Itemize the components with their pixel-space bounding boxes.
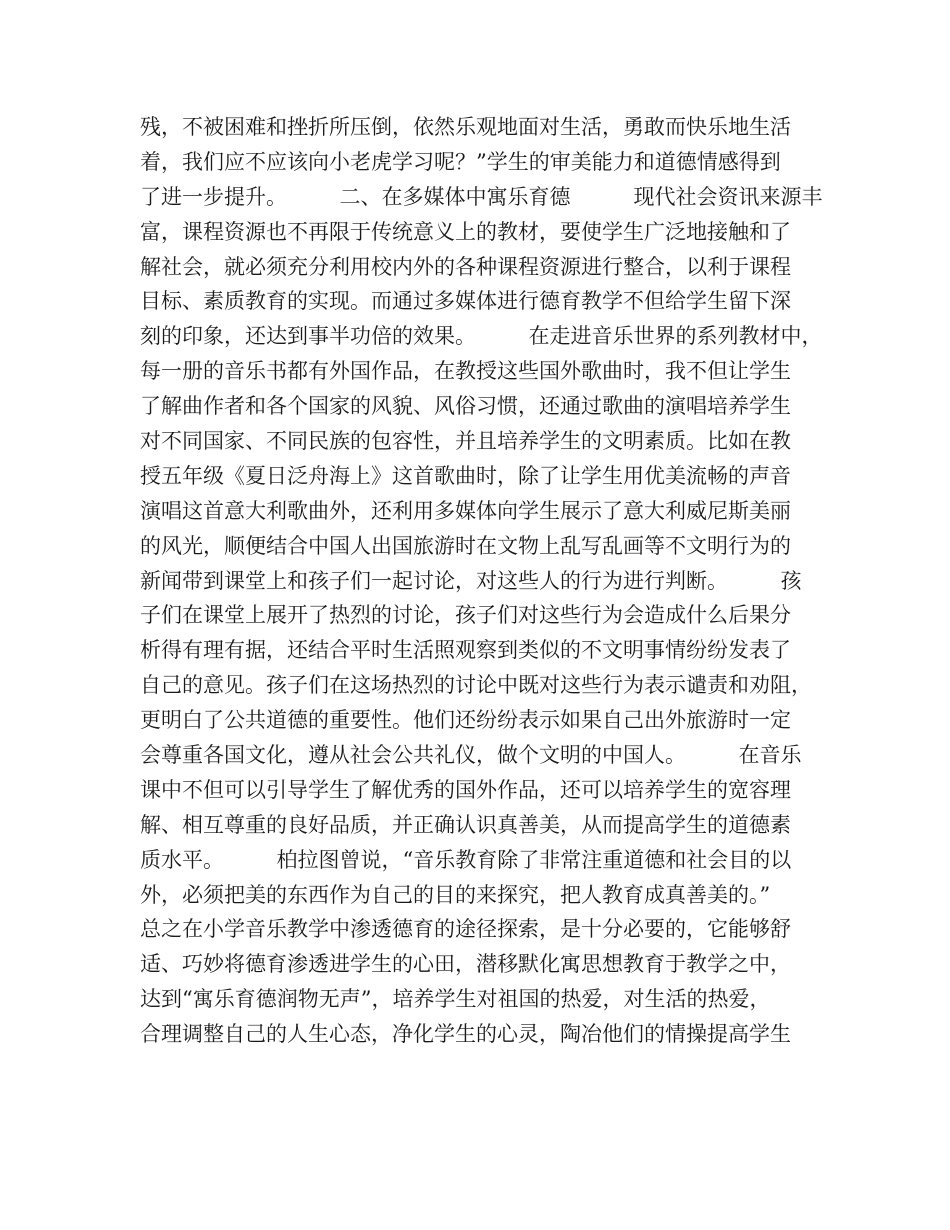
text-line: 着，我们应不应该向小老虎学习呢？”学生的审美能力和道德情感得到 bbox=[140, 149, 781, 174]
text-line: 子们在课堂上展开了热烈的讨论，孩子们对这些行为会造成什么后果分 bbox=[140, 603, 791, 628]
text-line: 演唱这首意大利歌曲外，还利用多媒体向学生展示了意大利威尼斯美丽 bbox=[140, 498, 791, 523]
text-line: 自己的意见。孩子们在这场热烈的讨论中既对这些行为表示谴责和劝阻， bbox=[140, 673, 812, 698]
text-line: 课中不但可以引导学生了解优秀的国外作品，还可以培养学生的宽容理 bbox=[140, 777, 791, 802]
text-line: 析得有理有据，还结合平时生活照观察到类似的不文明事情纷纷发表了 bbox=[140, 638, 791, 663]
text-line: 适、巧妙将德育渗透进学生的心田，潜移默化寓思想教育于教学之中， bbox=[140, 952, 791, 977]
text-line: 残，不被困难和挫折所压倒，依然乐观地面对生活，勇敢而快乐地生活 bbox=[140, 115, 791, 139]
text-line: 外，必须把美的东西作为自己的目的来探究，把人教育成真善美的。” bbox=[140, 882, 771, 907]
text-line: 了解曲作者和各个国家的风貌、风俗习惯，还通过歌曲的演唱培养学生 bbox=[140, 394, 791, 419]
text-line: 合理调整自己的人生心态，净化学生的心灵，陶冶他们的情操提高学生 bbox=[140, 1022, 791, 1047]
body-text bbox=[140, 110, 830, 1052]
text-line: 了进一步提升。 二、在多媒体中寓乐育德 现代社会资讯来源丰 bbox=[140, 184, 823, 209]
text-line: 解、相互尊重的良好品质，并正确认识真善美，从而提高学生的道德素 bbox=[140, 812, 791, 837]
text-line: 解社会，就必须充分利用校内外的各种课程资源进行整合，以利于课程 bbox=[140, 254, 791, 279]
text-line: 目标、素质教育的实现。而通过多媒体进行德育教学不但给学生留下深 bbox=[140, 289, 791, 314]
text-line: 更明白了公共道德的重要性。他们还纷纷表示如果自己出外旅游时一定 bbox=[140, 708, 791, 733]
text-line: 质水平。 柏拉图曾说，“音乐教育除了非常注重道德和社会目的以 bbox=[140, 847, 792, 872]
text-line: 总之在小学音乐教学中渗透德育的途径探索，是十分必要的，它能够舒 bbox=[140, 917, 791, 942]
text-line: 授五年级《夏日泛舟海上》这首歌曲时，除了让学生用优美流畅的声音 bbox=[140, 463, 791, 488]
text-line: 新闻带到课堂上和孩子们一起讨论，对这些人的行为进行判断。 孩 bbox=[140, 568, 802, 593]
text-line: 的风光，顺便结合中国人出国旅游时在文物上乱写乱画等不文明行为的 bbox=[140, 533, 791, 558]
text-line: 会尊重各国文化，遵从社会公共礼仪，做个文明的中国人。 在音乐 bbox=[140, 743, 802, 768]
text-line: 对不同国家、不同民族的包容性，并且培养学生的文明素质。比如在教 bbox=[140, 429, 791, 454]
text-line: 刻的印象，还达到事半功倍的效果。 在走进音乐世界的系列教材中， bbox=[140, 324, 823, 349]
text-line: 达到“寓乐育德润物无声”，培养学生对祖国的热爱，对生活的热爱， bbox=[140, 987, 771, 1012]
text-line: 富，课程资源也不再限于传统意义上的教材，要使学生广泛地接触和了 bbox=[140, 219, 791, 244]
text-line: 每一册的音乐书都有外国作品，在教授这些国外歌曲时，我不但让学生 bbox=[140, 359, 791, 384]
